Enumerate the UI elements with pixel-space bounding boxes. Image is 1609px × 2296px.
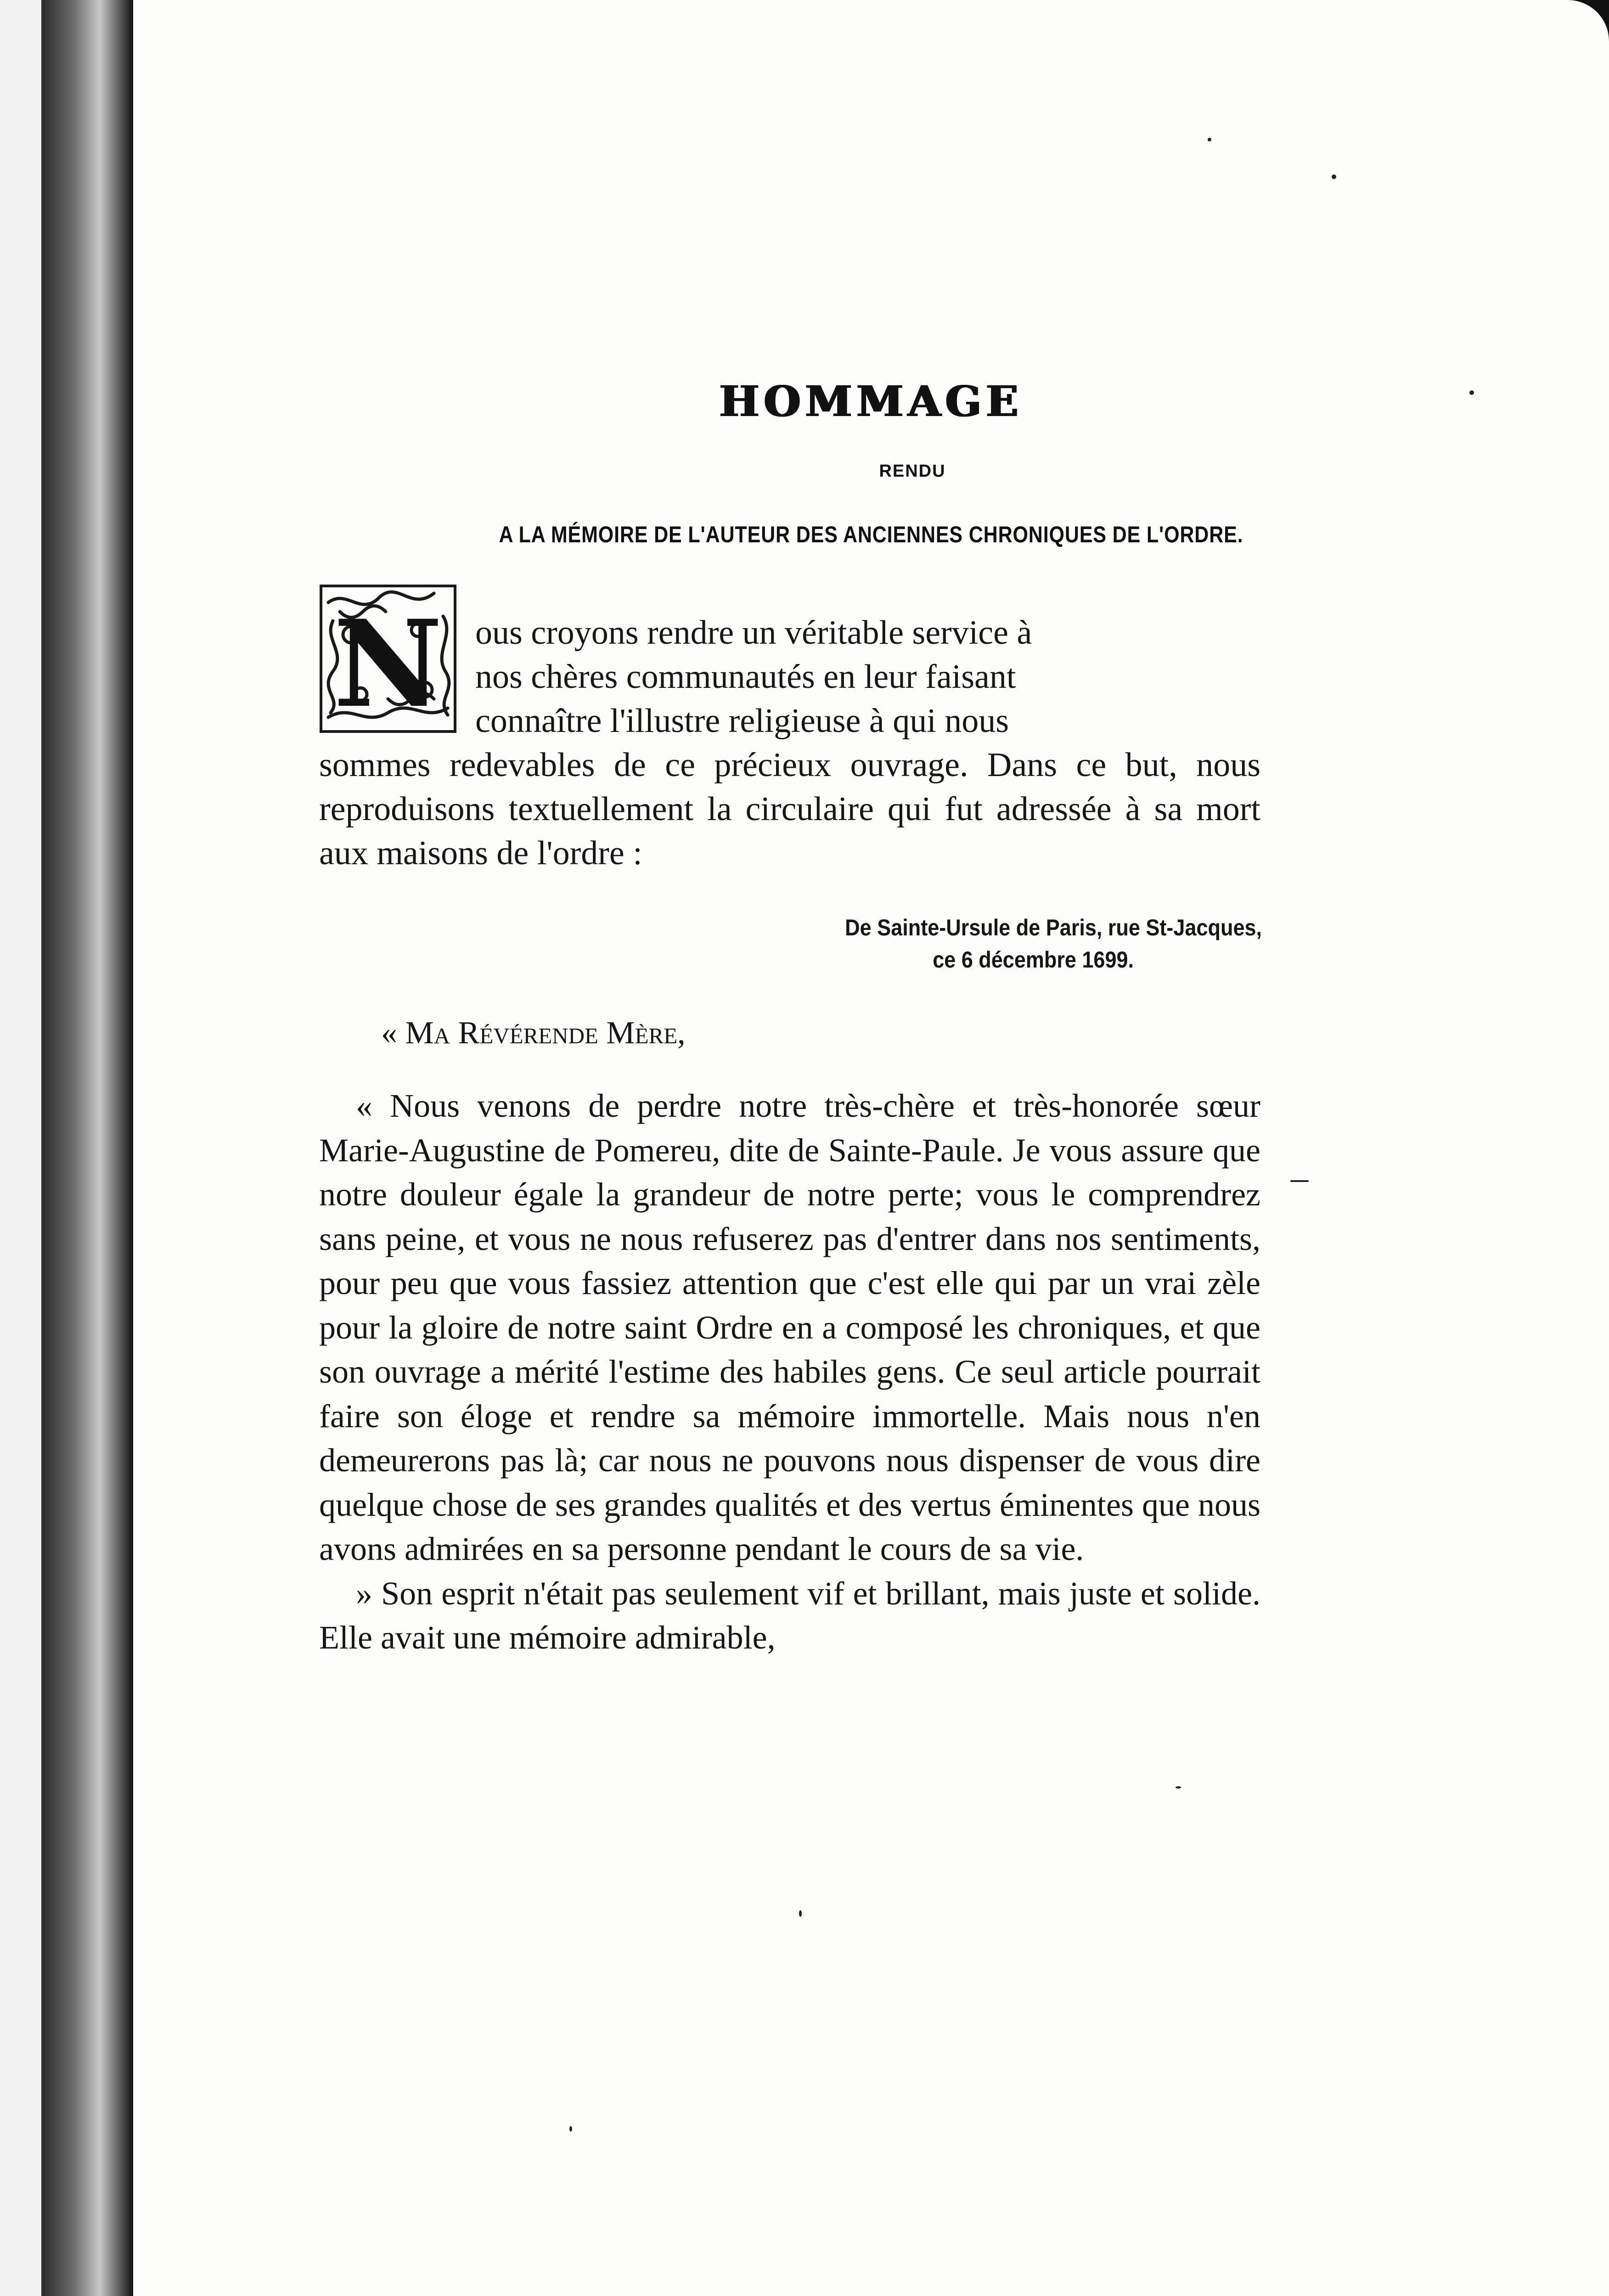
- dateline-date: ce 6 décembre 1699.: [933, 947, 1134, 973]
- dateline-place: De Sainte-Ursule de Paris, rue St-Jacques,: [845, 915, 1262, 940]
- dropcap-letter: N: [333, 594, 443, 733]
- intro-line-2: nos chères communautés en leur faisant: [475, 658, 1016, 696]
- book-page: [133, 0, 1609, 2296]
- scan-speck: [1332, 174, 1336, 179]
- letter-paragraph-1: « Nous venons de perdre notre très-chère et très-honorée sœur Marie-Augustine de Pomereu, dite de Sainte-Paule. Je vous assure que notre douleur égale la grandeur de notre perte; vous le comprendrez sans peine, et vous ne nous refuserez pas d'entrer dans nos sentiments, pour peu que vous fassiez attention que c'est elle qui par un vrai zèle pour la gloire de notre saint Ordre en a composé les chroniques, et que son ouvrage a mérité l'estime des habiles gens. Ce seul article pourrait faire son éloge et rendre sa mémoire immortelle. Mais nous n'en demeurerons pas là; car nous ne pouvons nous dispenser de vous dire quelque chose de ses grandes qualités et des vertus éminentes que nous avons admirées en sa personne pendant le cours de sa vie.: [319, 1087, 1260, 1567]
- scan-speck: [1290, 1180, 1309, 1182]
- scan-speck: [569, 2126, 572, 2132]
- scan-speck: [1176, 1786, 1181, 1789]
- salutation-quote: «: [381, 1015, 405, 1051]
- letter-dateline: [742, 912, 1262, 976]
- scan-speck: [799, 1910, 802, 1917]
- page-subtitle: RENDU: [879, 461, 946, 481]
- intro-paragraph: [319, 611, 1260, 875]
- intro-line-1: ous croyons rendre un véritable service à: [475, 614, 1032, 652]
- letter-body: [319, 1084, 1260, 1660]
- salutation-text: Ma Révérende Mère,: [405, 1015, 686, 1051]
- intro-line-rest: sommes redevables de ce précieux ouvrage. Dans ce but, nous reproduisons textuellement la circulaire qui fut adressée à sa mort aux maisons de l'ordre :: [319, 746, 1260, 872]
- scan-speck: [1208, 138, 1211, 141]
- letter-salutation: [381, 1015, 1322, 1052]
- dedication-heading: A LA MÉMOIRE DE L'AUTEUR DES ANCIENNES CHRONIQUES DE L'ORDRE.: [499, 522, 1243, 547]
- intro-line-3: connaître l'illustre religieuse à qui nous: [475, 702, 1009, 740]
- letter-paragraph-2: » Son esprit n'était pas seulement vif et brillant, mais juste et solide. Elle avait une mémoire admirable,: [319, 1575, 1260, 1656]
- page-title: HOMMAGE: [719, 377, 1023, 426]
- scan-speck: [1469, 390, 1474, 395]
- scan-margin: [0, 0, 41, 2296]
